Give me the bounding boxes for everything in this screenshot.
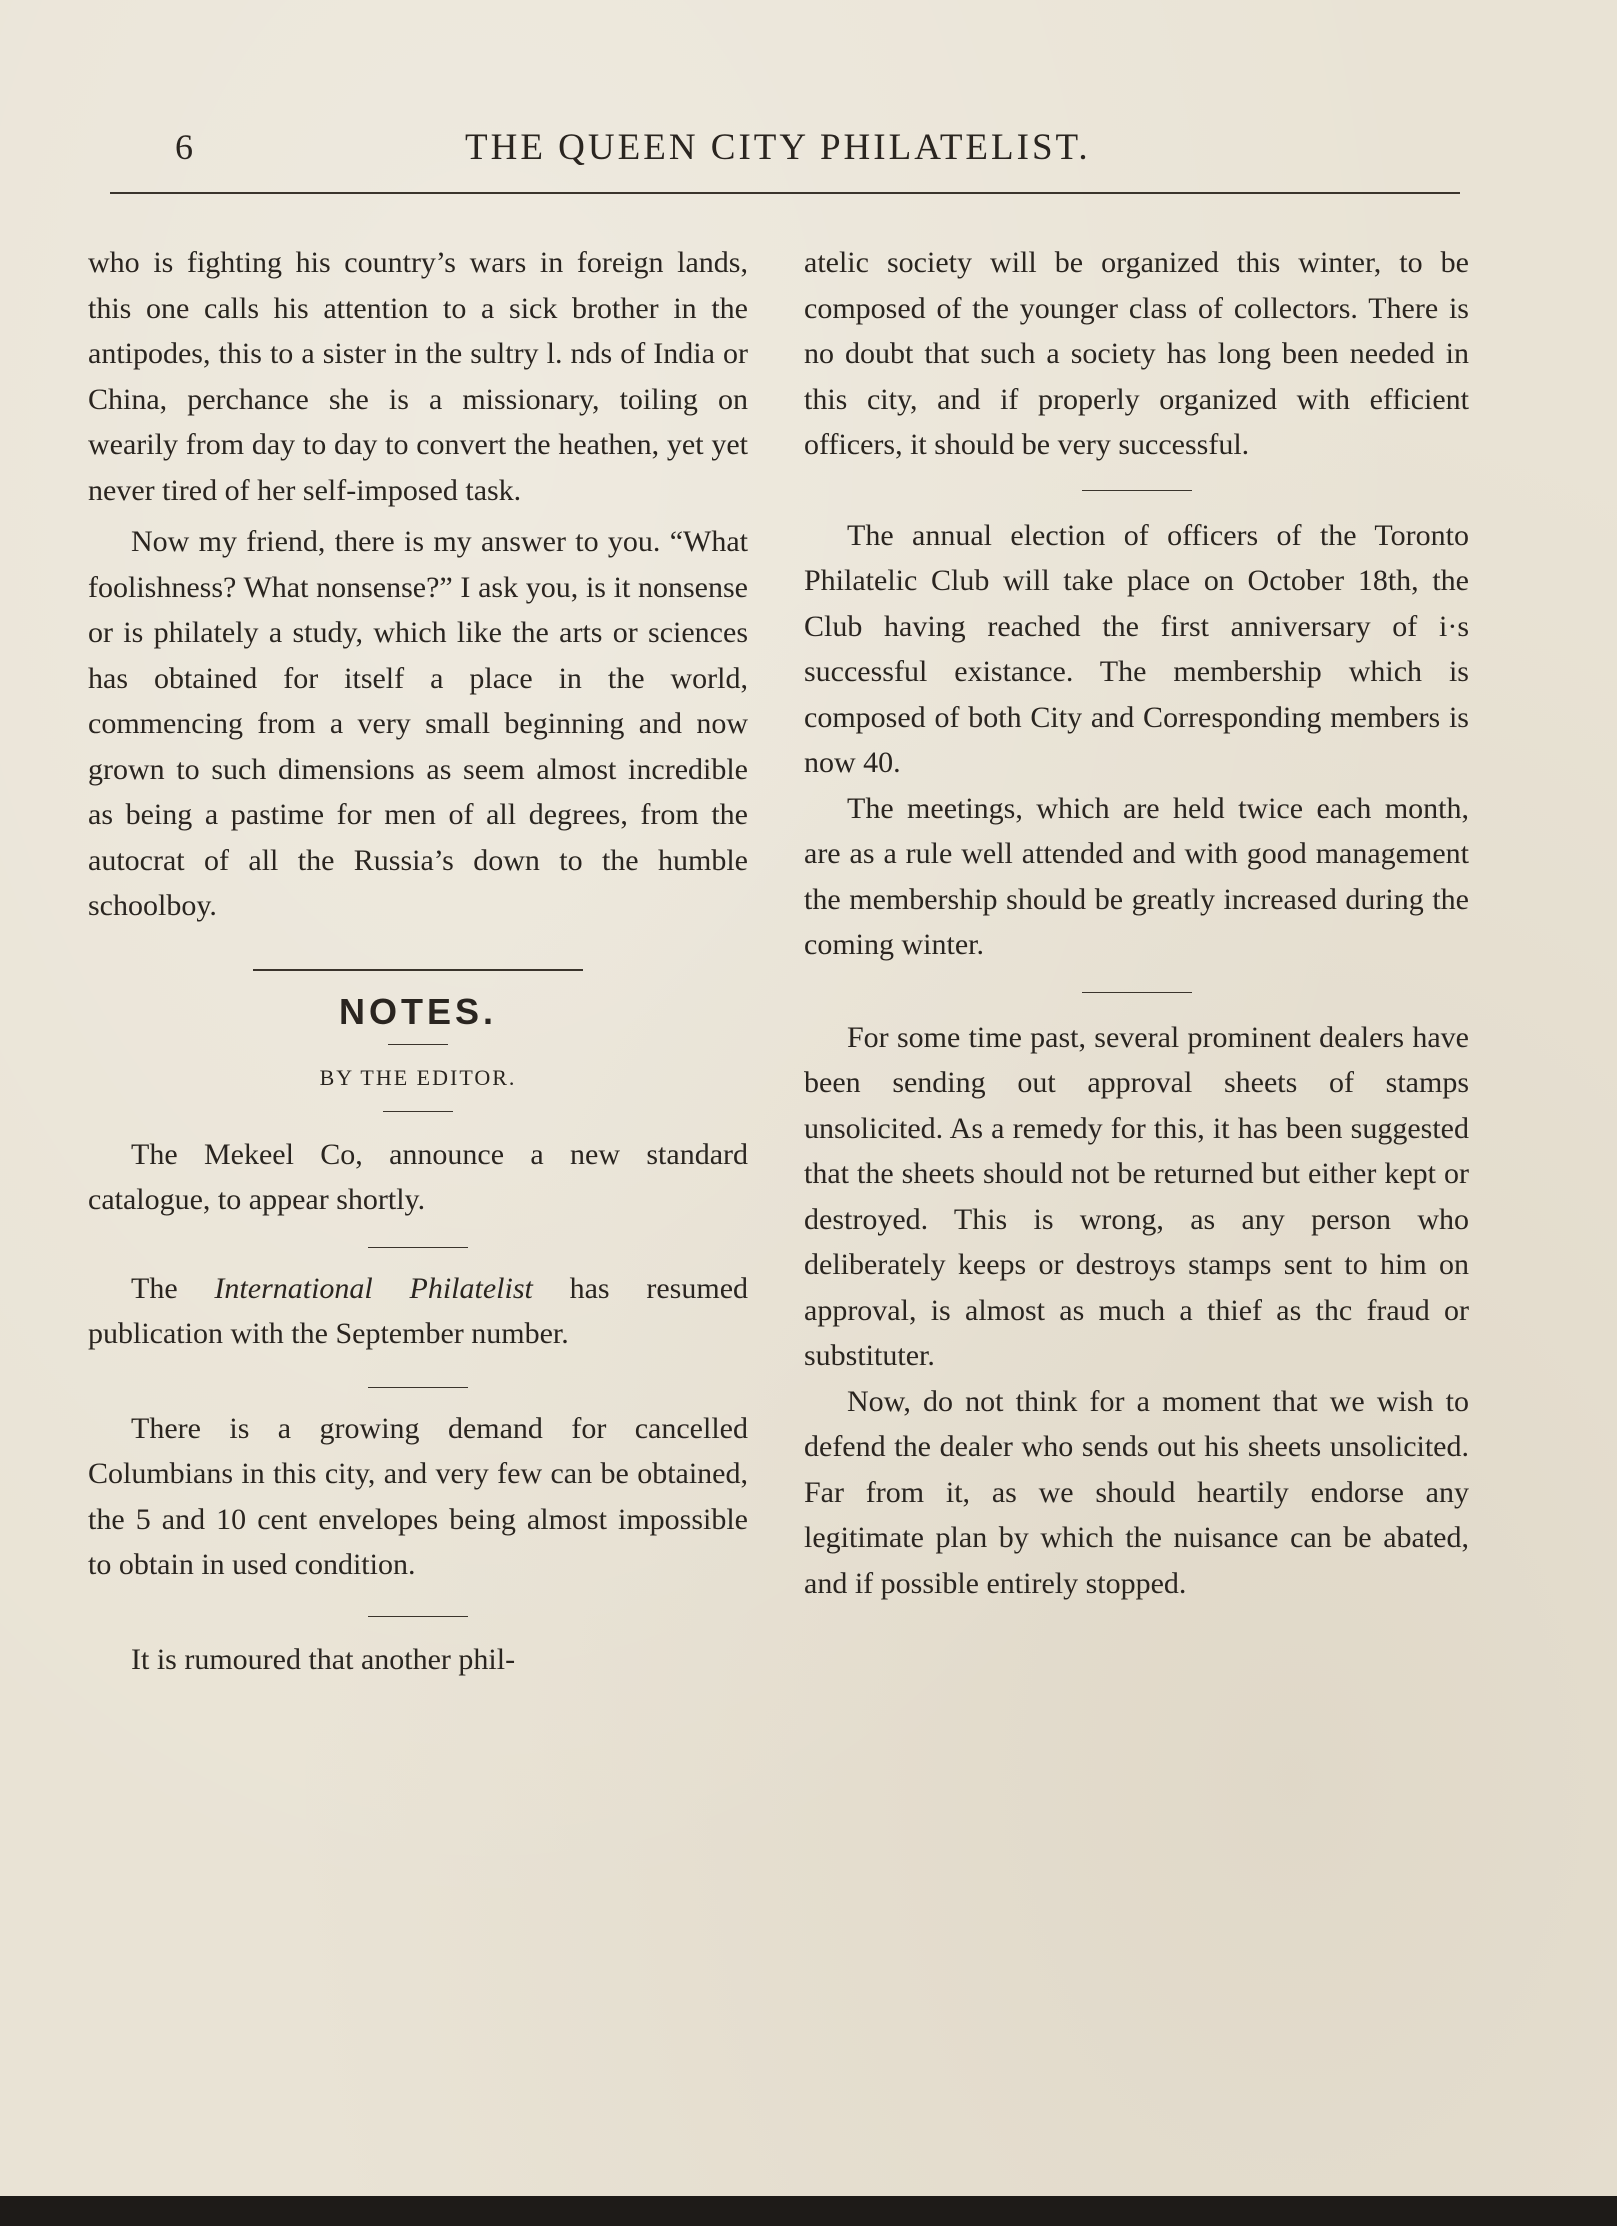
page-header	[175, 126, 1175, 176]
note-divider	[1082, 992, 1192, 993]
note-international-philatelist	[88, 1266, 748, 1357]
running-title: THE QUEEN CITY PHILATELIST.	[465, 127, 1091, 168]
note-columbians: There is a growing demand for cancelled Columbians in this city, and very few can be obtained, the 5 and 10 cent envelopes being almost impossible to obtain in used condition.	[88, 1411, 748, 1581]
right-paragraph-election: The annual election of officers of the Toronto Philatelic Club will take place on October 18th, the Club having reached the first anniversary of i·s successful existance. The membership which is composed of both City and Corresponding members is now 40.	[804, 518, 1469, 779]
note2-suffix: has resumed publication with the September number.	[88, 1271, 749, 1350]
byline: BY THE EDITOR.	[319, 1065, 517, 1090]
short-rule	[383, 1111, 453, 1112]
note-divider	[368, 1247, 468, 1248]
header-rule	[110, 192, 1460, 194]
note-mekeel: The Mekeel Co, announce a new standard catalogue, to appear shortly.	[88, 1137, 748, 1216]
note2-publication-title: International Philatelist	[214, 1271, 533, 1305]
notes-heading: NOTES.	[338, 990, 497, 1032]
left-paragraph-2: Now my friend, there is my answer to you. “What foolishness? What nonsense?” I ask you, is it nonsense or is philately a study, which like the arts or sciences has obtained for itself a place in the world, commencing from a very small beginning and now grown to such dimensions as seem almost incredible as being a pastime for men of all degrees, from the autocrat of all the Russia’s down to the humble schoolboy.	[88, 525, 748, 922]
right-paragraph-1: atelic society will be organized this winter, to be composed of the younger class of collectors. There is no doubt that such a society has long been needed in this city, and if properly organized with efficient officers, it should be very successful.	[804, 246, 1469, 461]
right-paragraph-defend-dealer: Now, do not think for a moment that we wish to defend the dealer who sends out his sheets unsolicited. Far from it, as we should heartily endorse any legitimate plan by which the nuisance can be abated, and if possible entirely stopped.	[804, 1384, 1469, 1600]
short-rule	[388, 1044, 448, 1045]
note-divider	[368, 1616, 468, 1617]
left-paragraph-1: who is fighting his country’s wars in foreign lands, this one calls his attention to a sick brother in the antipodes, this to a sister in the sultry l. nds of India or China, perchance she is a missionary, toiling on wearily from day to day to convert the heathen, yet yet never tired of her self-imposed task.	[88, 246, 748, 507]
note-divider	[368, 1387, 468, 1388]
right-paragraph-approval-sheets: For some time past, several prominent dealers have been sending out approval sheets of stamps unsolicited. As a remedy for this, it has been suggested that the sheets should not be returned but either kept or destroyed. This is wrong, as any person who deliberately keeps or destroys stamps sent to him on approval, is almost as much a thief as thc fraud or substituter.	[804, 1020, 1469, 1372]
note2-prefix: The	[131, 1271, 215, 1305]
right-paragraph-meetings: The meetings, which are held twice each month, are as a rule well attended and with good management the membership should be greatly increased during the coming winter.	[804, 791, 1469, 961]
note-divider	[1082, 490, 1192, 491]
left-column	[88, 240, 748, 1682]
page-number: 6	[175, 127, 194, 167]
note-rumour: It is rumoured that another phil-	[131, 1642, 516, 1676]
section-rule	[253, 969, 583, 971]
right-column	[804, 240, 1469, 1606]
scan-edge	[0, 2196, 1617, 2226]
